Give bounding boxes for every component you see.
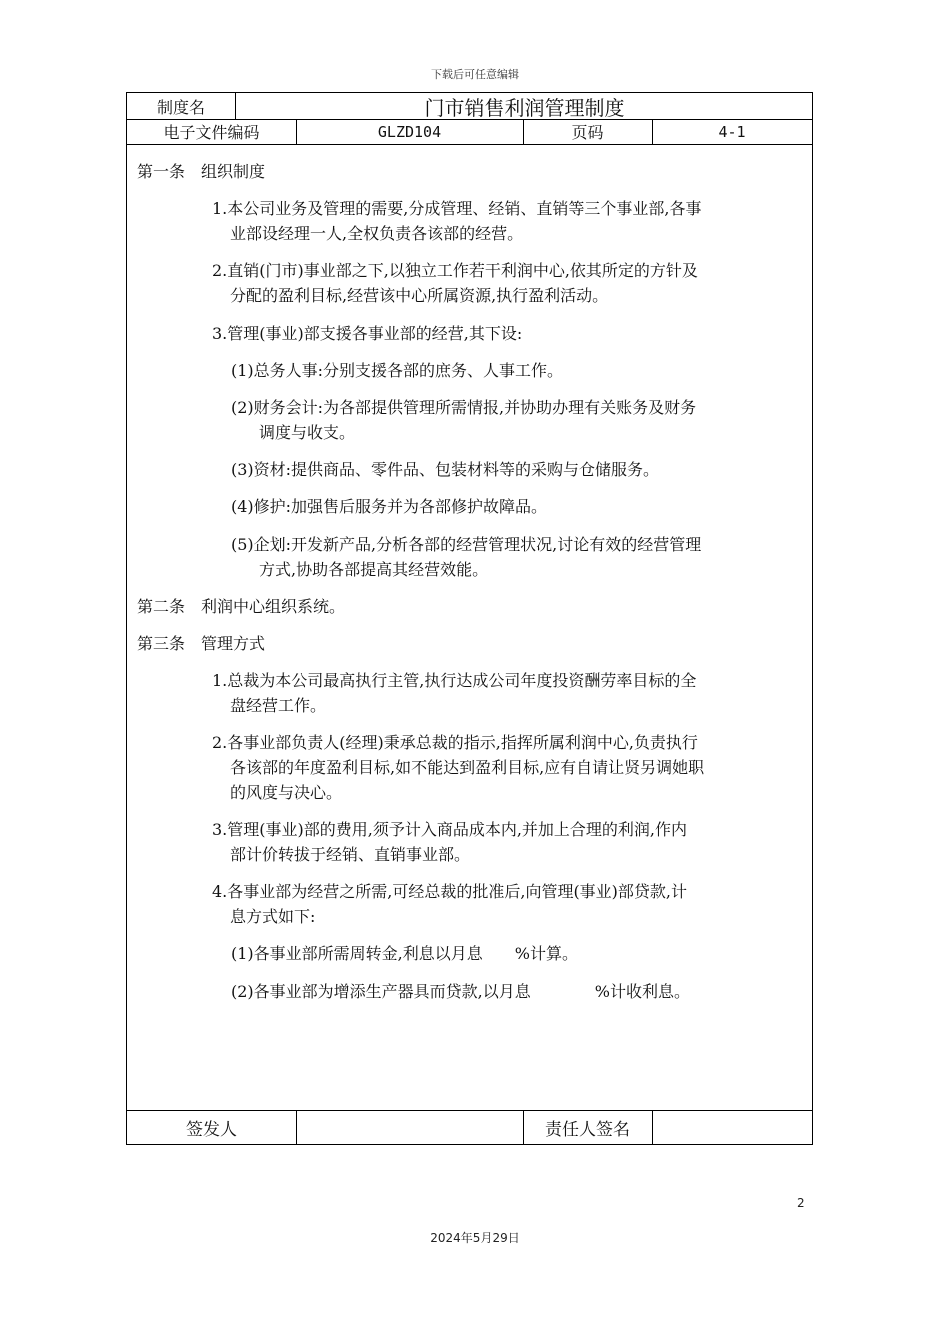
article-3-item-4-line-2: 息方式如下: bbox=[230, 907, 316, 926]
responsible-signature-label: 责任人签名 bbox=[545, 1120, 630, 1140]
article-1-subitem-1: (1)总务人事:分别支援各部的庶务、人事工作。 bbox=[231, 361, 564, 380]
article-1-item-1-line-1: 1.本公司业务及管理的需要,分成管理、经销、直销等三个事业部,各事 bbox=[212, 199, 702, 218]
article-3-item-2-line-1: 2.各事业部负责人(经理)秉承总裁的指示,指挥所属利润中心,负责执行 bbox=[212, 733, 698, 752]
issuer-label: 签发人 bbox=[186, 1120, 237, 1140]
code-label: 电子文件编码 bbox=[163, 123, 260, 142]
article-3-item-2-line-3: 的风度与决心。 bbox=[230, 783, 343, 802]
article-1-subitem-2-line-2: 调度与收支。 bbox=[259, 423, 356, 442]
article-1-item-2-line-2: 分配的盈利目标,经营该中心所属资源,执行盈利活动。 bbox=[230, 286, 609, 305]
article-2-heading: 第二条 利润中心组织系统。 bbox=[137, 597, 346, 616]
article-3-item-4-line-1: 4.各事业部为经营之所需,可经总裁的批准后,向管理(事业)部贷款,计 bbox=[212, 882, 688, 901]
article-3-subitem-2: (2)各事业部为增添生产器具而贷款,以月息 %计收利息。 bbox=[231, 982, 690, 1001]
article-1-subitem-3: (3)资材:提供商品、零件品、包装材料等的采购与仓储服务。 bbox=[231, 460, 660, 479]
article-3-heading: 第三条 管理方式 bbox=[137, 634, 266, 653]
page-code: 4-1 bbox=[718, 122, 746, 141]
article-1-item-2-line-1: 2.直销(门市)事业部之下,以独立工作若干利润中心,依其所定的方针及 bbox=[212, 261, 698, 280]
article-1-subitem-5-line-1: (5)企划:开发新产品,分析各部的经营管理状况,讨论有效的经营管理 bbox=[231, 535, 702, 554]
article-1-subitem-4: (4)修护:加强售后服务并为各部修护故障品。 bbox=[231, 497, 548, 516]
article-1-subitem-2-line-1: (2)财务会计:为各部提供管理所需情报,并协助办理有关账务及财务 bbox=[231, 398, 697, 417]
top-note: 下载后可任意编辑 bbox=[431, 68, 519, 81]
article-1-item-3-line-1: 3.管理(事业)部支援各事业部的经营,其下设: bbox=[212, 324, 523, 343]
responsible-signature-field[interactable] bbox=[652, 1110, 812, 1145]
page-number: 2 bbox=[797, 1196, 805, 1210]
page-title: 门市销售利润管理制度 bbox=[424, 95, 625, 120]
article-1-heading: 第一条 组织制度 bbox=[137, 162, 266, 181]
footer-date: 2024年5月29日 bbox=[430, 1231, 520, 1245]
title-label: 制度名 bbox=[156, 97, 205, 117]
article-3-item-1-line-2: 盘经营工作。 bbox=[230, 696, 327, 715]
article-3-subitem-1: (1)各事业部所需周转金,利息以月息 %计算。 bbox=[231, 944, 578, 963]
row-divider bbox=[127, 144, 812, 145]
page-label: 页码 bbox=[571, 123, 604, 142]
article-1-item-1-line-2: 业部设经理一人,全权负责各该部的经营。 bbox=[230, 224, 524, 243]
article-3-item-3-line-1: 3.管理(事业)部的费用,须予计入商品成本内,并加上合理的利润,作内 bbox=[212, 820, 688, 839]
article-3-item-1-line-1: 1.总裁为本公司最高执行主管,执行达成公司年度投资酬劳率目标的全 bbox=[212, 671, 697, 690]
issuer-field[interactable] bbox=[296, 1110, 523, 1145]
article-1-subitem-5-line-2: 方式,协助各部提高其经营效能。 bbox=[259, 560, 489, 579]
article-3-item-3-line-2: 部计价转拔于经销、直销事业部。 bbox=[230, 845, 471, 864]
regulation-form bbox=[126, 92, 813, 1145]
document-code: GLZD104 bbox=[377, 122, 442, 141]
article-3-item-2-line-2: 各该部的年度盈利目标,如不能达到盈利目标,应有自请让贤另调她职 bbox=[230, 758, 705, 777]
